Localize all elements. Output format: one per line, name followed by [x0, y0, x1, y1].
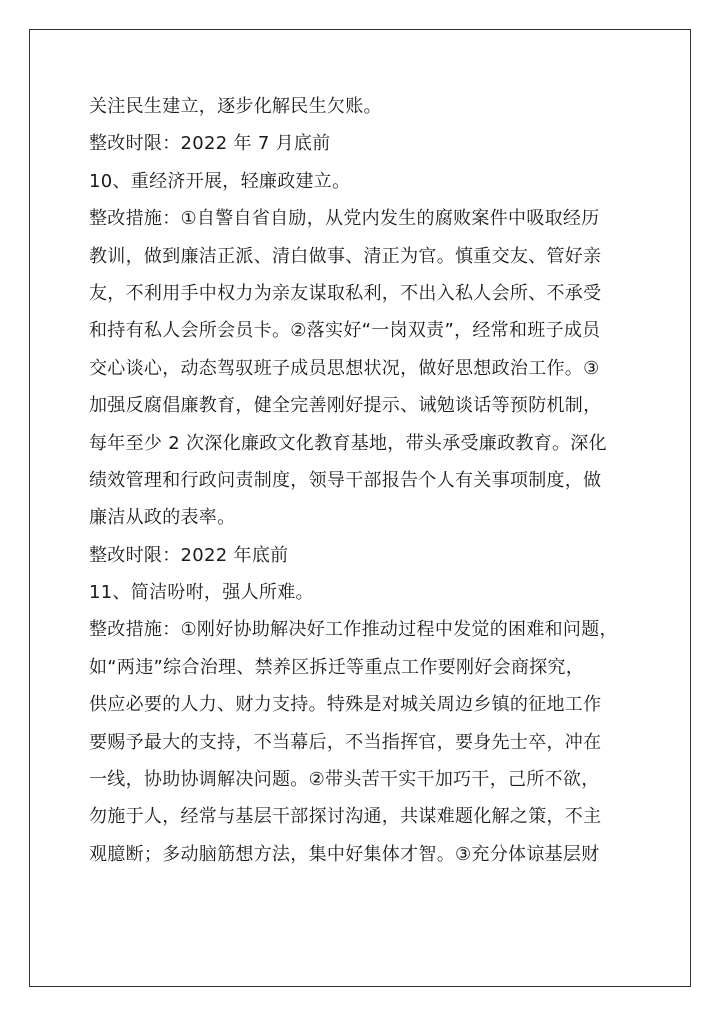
document-body	[89, 88, 634, 873]
text-line: 教训，做到廉洁正派、清白做事、清正为官。慎重交友、管好亲	[89, 245, 602, 267]
text-line: 关注民生建立，逐步化解民生欠账。	[89, 96, 382, 117]
text-line: 友，不利用手中权力为亲友谋取私利，不出入私人会所、不承受	[89, 282, 602, 304]
text-line: 加强反腐倡廉教育，健全完善刚好提示、诫勉谈话等预防机制，	[89, 395, 602, 417]
text-line: 一线，协助协调解决问题。②带头苦干实干加巧干，己所不欲，	[89, 769, 600, 791]
text-line: 11、简洁吩咐，强人所难。	[89, 582, 314, 604]
text-line: 整改措施：①自警自省自励，从党内发生的腐败案件中吸取经历	[89, 208, 600, 230]
text-line: 整改措施：①刚好协助解决好工作推动过程中发觉的困难和问题，	[89, 619, 618, 641]
text-line: 勿施于人，经常与基层干部探讨沟通，共谋难题化解之策，不主	[89, 806, 602, 828]
text-line: 每年至少 2 次深化廉政文化教育基地，带头承受廉政教育。深化	[89, 432, 607, 454]
text-line: 廉洁从政的表率。	[89, 507, 236, 529]
text-line: 整改时限：2022 年 7 月底前	[89, 133, 331, 155]
text-line: 整改时限：2022 年底前	[89, 544, 289, 566]
text-line: 和持有私人会所会员卡。②落实好“一岗双责”，经常和班子成员	[89, 320, 601, 342]
text-line: 绩效管理和行政问责制度，领导干部报告个人有关事项制度，做	[89, 469, 602, 491]
text-line: 10、重经济开展，轻廉政建立。	[89, 170, 351, 192]
text-line: 要赐予最大的支持，不当幕后，不当指挥官，要身先士卒，冲在	[89, 731, 602, 753]
text-line: 交心谈心，动态驾驭班子成员思想状况，做好思想政治工作。③	[89, 357, 600, 379]
text-line: 如“两违”综合治理、禁养区拆迁等重点工作要刚好会商探究，	[89, 656, 585, 678]
text-line: 观臆断；多动脑筋想方法，集中好集体才智。③充分体谅基层财	[89, 843, 600, 865]
text-line: 供应必要的人力、财力支持。特殊是对城关周边乡镇的征地工作	[89, 694, 602, 716]
